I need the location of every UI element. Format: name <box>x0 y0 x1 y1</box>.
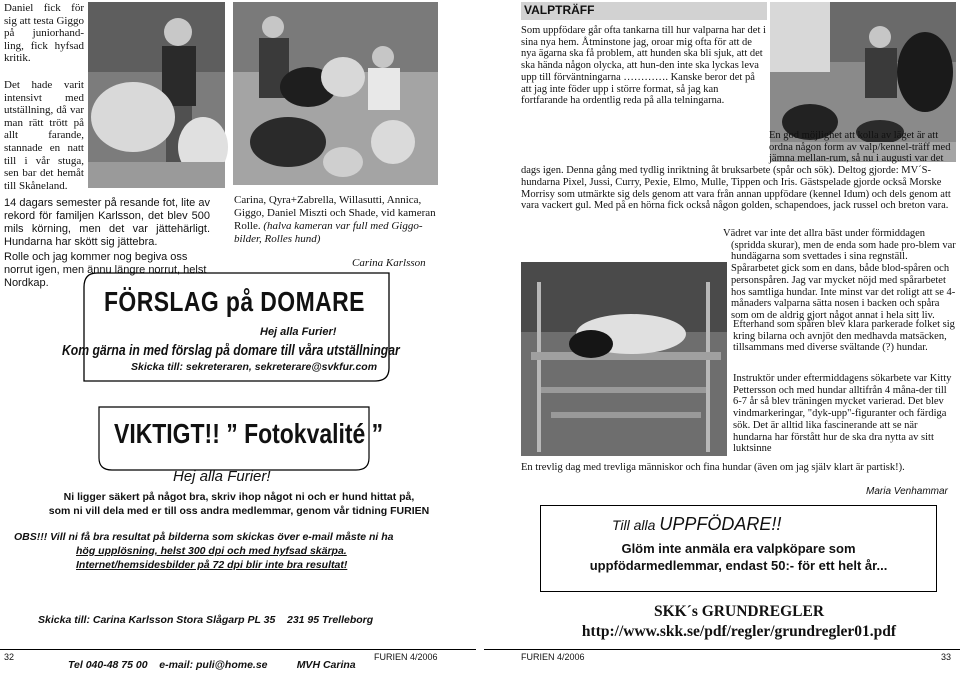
left-page-number: 32 <box>4 652 15 662</box>
skk-block <box>521 602 957 642</box>
uppfodare-line-2: uppfödarmedlemmar, endast 50:- för ett helt år... <box>589 558 888 573</box>
caption-italic: (halva kameran var full med Giggo-bilder, Rolles hund) <box>234 220 423 245</box>
right-page-number: 33 <box>941 652 952 662</box>
para-5: Instruktör under eftermiddagens sökarbete var Kitty Pettersson och med hundar alltifrån 4 måna-der till 6-7 år så blev träningen mycket varierad. Det blev vindmarkeringar, "dyk-upp"-figuranter och färdiga sök. Det är alltid lika fascinerande att se när hundarna har förstått hur de ska dra nytta av sitt luktsinne <box>733 373 952 455</box>
viktigt-body <box>14 490 464 518</box>
photo-caption <box>234 194 440 246</box>
skk-url[interactable]: http://www.skk.se/pdf/regler/grundregler01.pdf <box>581 623 897 640</box>
uppfodare-title-big: UPPFÖDARE!! <box>659 514 782 534</box>
forslag-title: FÖRSLAG på DOMARE <box>104 286 365 317</box>
left-footer-label: FURIEN 4/2006 <box>374 652 438 662</box>
viktigt-body-2: som ni vill dela med er till oss andra medlemmar, genom vår tidning FURIEN <box>48 505 430 517</box>
para-2-text: En god möjlighet att kolla av läget är att ordna någon form av valp/kennel-träff med jämna mellan-rum, så nu i augusti var det dags igen. Denna gång med tydlig inriktning åt bruksarbete (spår och sök). Deltog gjorde: MV´S-hundarna Pixel, Jussi, Curry, Pexie, Elmo, Mulle, Tippen och Iris. Gästspelade gjorde också Morske Morrisy som utmärkte sig dels genom att vara från annan uppfödare (kennel Idum) och dels genom att vara vackert gul. Med på en hörna fick också någon golden, schapendoes, jack russel och breton vara. <box>521 130 951 212</box>
viktigt-body-1: Ni ligger säkert på något bra, skriv ihop något ni och er hund hittat på, <box>63 491 415 503</box>
obs-1: OBS!!! Vill ni få bra resultat på bilderna som skickas över e-mail måste ni ha <box>14 531 394 543</box>
send-2: Tel 040-48 75 00 e-mail: puli@home.se MVH Carina <box>68 659 356 671</box>
send-1: Skicka till: Carina Karlsson Stora Slågarp PL 35 231 95 Trelleborg <box>38 614 374 626</box>
valptraff-heading: VALPTRÄFF <box>524 3 595 17</box>
skk-title: SKK´s GRUNDREGLER <box>653 603 825 620</box>
para-2 <box>521 130 957 212</box>
left-footer-rule <box>0 649 476 650</box>
trip-text-2: Rolle och jag kommer nog begiva oss norrut igen, men ännu längre norrut, helst Nordkap. <box>4 251 207 289</box>
para-3: Vädret var inte det allra bäst under förmiddagen (spridda skurar), men de enda som hade pro-blem var hundägarna som svettades i sina regnställ. Spårarbetet gick som en dans, både blod-spåren och personspåren. Jag var mycket nöjd med spårarbetet hos samtliga hundar. Inte minst var det roligt att se 4-månaders valparna sätta nosen i backen och spåra som om de aldrig gjort något annat i hela sitt liv. <box>723 228 956 321</box>
photo-dog-on-table <box>521 262 727 456</box>
story-text: Det hade varit intensivt med utställning, då var man rätt trött på allt farande, stannade en natt till i vår stuga, sen bar det hemåt till Skåneland. <box>4 78 84 192</box>
obs-2: hög upplösning, helst 300 dpi och med hyfsad skärpa. <box>76 545 347 557</box>
forslag-greeting: Hej alla Furier! <box>260 326 337 338</box>
intro-text-block <box>4 2 84 192</box>
photo-man-with-dogs <box>88 2 225 188</box>
para-2-spacer <box>521 130 769 165</box>
trip-text-1: 14 dagars semester på resande fot, lite av rekord för familjen Karlsson, det blev 500 mils körning, men det var jättehärligt. Hundarna har skött sig jättebra. <box>4 197 210 248</box>
uppfodare-lines <box>540 540 937 574</box>
para-4: Efterhand som spåren blev klara parkerade folket sig kring bilarna och avnjöt den medhavda matsäcken, tillsammans med diverse svältande (?) hundar. <box>733 319 955 354</box>
viktigt-title: VIKTIGT!! ” Fotokvalité ” <box>114 418 384 449</box>
send-block <box>38 583 438 688</box>
obs-3: Internet/hemsidesbilder på 72 dpi blir inte bra resultat! <box>76 559 348 571</box>
uppfodare-title <box>612 514 781 535</box>
right-footer-label: FURIEN 4/2006 <box>521 652 585 662</box>
right-footer-rule <box>484 649 960 650</box>
viktigt-greeting: Hej alla Furier! <box>173 468 271 485</box>
para-1: Som uppfödare går ofta tankarna till hur valparna har det i sina nya hem. Åtminstone jag, oroar mig ofta för att de nya ägarna ska få problem, att hunden ska bli sjuk, att det ska hända någon olycka, att hun-den inte ska lyckas leva upp till förväntningarna …………. Kanske beror det på att jag inte föder upp i större format, så jag kan fortfarande ha ordentlig reda på alla telningarna. <box>521 25 766 107</box>
intro-text: Daniel fick för sig att testa Giggo på juniorhand-ling, fick hyfsad kritik. <box>4 2 84 65</box>
para-6: En trevlig dag med trevliga människor och fina hundar (även om jag själv klart är partisk!). <box>521 462 905 473</box>
caption-main: Carina, Qyra+Zabrella, Willasutti, Annica, Giggo, Daniel Miszti och Shade, vid kameran Rolle. <box>234 194 436 232</box>
para-3-spacer-top <box>521 228 723 240</box>
forslag-send: Skicka till: sekreteraren, sekreterare@svkfur.com <box>131 361 378 373</box>
uppfodare-line-1: Glöm inte anmäla era valpköpare som <box>621 541 856 556</box>
uppfodare-title-prefix: Till alla <box>612 517 660 533</box>
obs-block <box>14 530 464 572</box>
left-signature: Carina Karlsson <box>352 257 426 269</box>
forslag-line: Kom gärna in med förslag på domare till våra utställningar <box>62 343 400 359</box>
right-signature: Maria Venhammar <box>866 486 948 497</box>
photo-group-with-dogs <box>233 2 438 185</box>
